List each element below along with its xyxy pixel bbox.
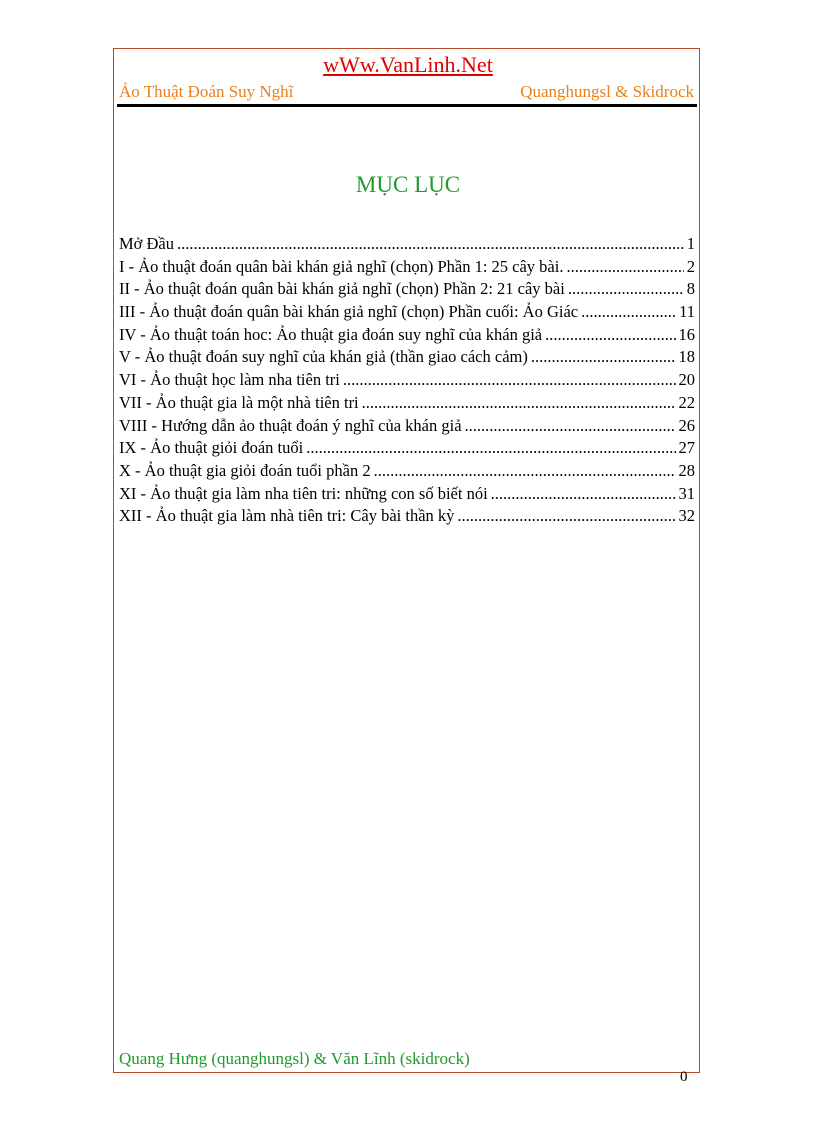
toc-dot-leader bbox=[545, 324, 675, 347]
toc-dot-leader bbox=[343, 369, 676, 392]
toc-entry-label: X - Ảo thuật gia giỏi đoán tuổi phần 2 bbox=[119, 460, 371, 480]
toc-entry-label: VII - Ảo thuật gia là một nhà tiên tri bbox=[119, 392, 359, 412]
toc-entry[interactable] bbox=[119, 233, 695, 256]
page-number: 0 bbox=[680, 1069, 688, 1085]
toc-entry-label: VI - Ảo thuật học làm nha tiên tri bbox=[119, 370, 340, 390]
toc-dot-leader bbox=[491, 483, 676, 506]
toc-dot-leader bbox=[531, 346, 676, 369]
header-authors: Quanghungsl & Skidrock bbox=[520, 82, 694, 101]
toc-entry-page: 8 bbox=[686, 279, 695, 299]
toc-entry[interactable] bbox=[119, 392, 695, 415]
toc-dot-leader bbox=[465, 415, 676, 438]
toc-entry-label: XII - Ảo thuật gia làm nhà tiên tri: Cây bài thần kỳ bbox=[119, 506, 455, 526]
page-title: MỤC LỤC bbox=[355, 172, 461, 197]
toc-entry-page: 16 bbox=[678, 324, 695, 344]
page-border-frame bbox=[113, 48, 700, 1073]
toc-entry[interactable] bbox=[119, 346, 695, 369]
toc-entry-label: IV - Ảo thuật toán hoc: Ảo thuật gia đoán suy nghĩ của khán giả bbox=[119, 324, 543, 344]
toc-dot-leader bbox=[581, 301, 676, 324]
toc-entry[interactable] bbox=[119, 369, 695, 392]
header-book-title: Ảo Thuật Đoán Suy Nghĩ bbox=[119, 82, 294, 101]
toc-entry[interactable] bbox=[119, 301, 695, 324]
site-link[interactable]: wWw.VanLinh.Net bbox=[323, 52, 493, 77]
toc-entry-page: 22 bbox=[678, 392, 695, 412]
toc-dot-leader bbox=[306, 437, 675, 460]
toc-entry[interactable] bbox=[119, 324, 695, 347]
header-divider bbox=[117, 104, 697, 107]
toc-entry-page: 31 bbox=[678, 483, 695, 503]
toc-entry-page: 20 bbox=[678, 370, 695, 390]
toc-entry-page: 11 bbox=[679, 302, 695, 322]
toc-entry-label: III - Ảo thuật đoán quân bài khán giả nghĩ (chọn) Phần cuối: Ảo Giác bbox=[119, 302, 579, 322]
toc-entry[interactable] bbox=[119, 256, 695, 279]
toc-entry-page: 32 bbox=[678, 506, 695, 526]
toc-dot-leader bbox=[177, 233, 684, 256]
toc-entry-page: 18 bbox=[678, 347, 695, 367]
toc-entry-label: I - Ảo thuật đoán quân bài khán giả nghĩ (chọn) Phần 1: 25 cây bài. bbox=[119, 256, 564, 276]
toc-entry-label: VIII - Hướng dẫn ảo thuật đoán ý nghĩ của khán giả bbox=[119, 415, 462, 435]
toc-entry-label: XI - Ảo thuật gia làm nha tiên tri: những con số biết nói bbox=[119, 483, 488, 503]
toc-dot-leader bbox=[568, 278, 684, 301]
toc-dot-leader bbox=[566, 256, 683, 279]
toc-entry[interactable] bbox=[119, 415, 695, 438]
table-of-contents bbox=[119, 233, 695, 528]
toc-dot-leader bbox=[374, 460, 676, 483]
toc-entry-page: 28 bbox=[678, 460, 695, 480]
toc-entry-page: 2 bbox=[686, 256, 695, 276]
toc-dot-leader bbox=[362, 392, 676, 415]
toc-dot-leader bbox=[457, 505, 675, 528]
toc-entry-label: V - Ảo thuật đoán suy nghĩ của khán giả (thần giao cách cảm) bbox=[119, 347, 528, 367]
toc-entry[interactable] bbox=[119, 460, 695, 483]
toc-entry-label: IX - Ảo thuật giỏi đoán tuổi bbox=[119, 438, 304, 458]
toc-entry-label: Mở Đầu bbox=[119, 234, 175, 253]
toc-entry[interactable] bbox=[119, 505, 695, 528]
toc-entry-page: 1 bbox=[686, 234, 695, 253]
toc-entry-label: II - Ảo thuật đoán quân bài khán giả nghĩ (chọn) Phần 2: 21 cây bài bbox=[119, 279, 565, 299]
toc-entry[interactable] bbox=[119, 437, 695, 460]
toc-entry-page: 26 bbox=[678, 415, 695, 435]
toc-entry[interactable] bbox=[119, 483, 695, 506]
toc-entry[interactable] bbox=[119, 278, 695, 301]
toc-entry-page: 27 bbox=[678, 438, 695, 458]
footer-authors: Quang Hưng (quanghungsl) & Văn Lĩnh (skidrock) bbox=[119, 1049, 470, 1068]
